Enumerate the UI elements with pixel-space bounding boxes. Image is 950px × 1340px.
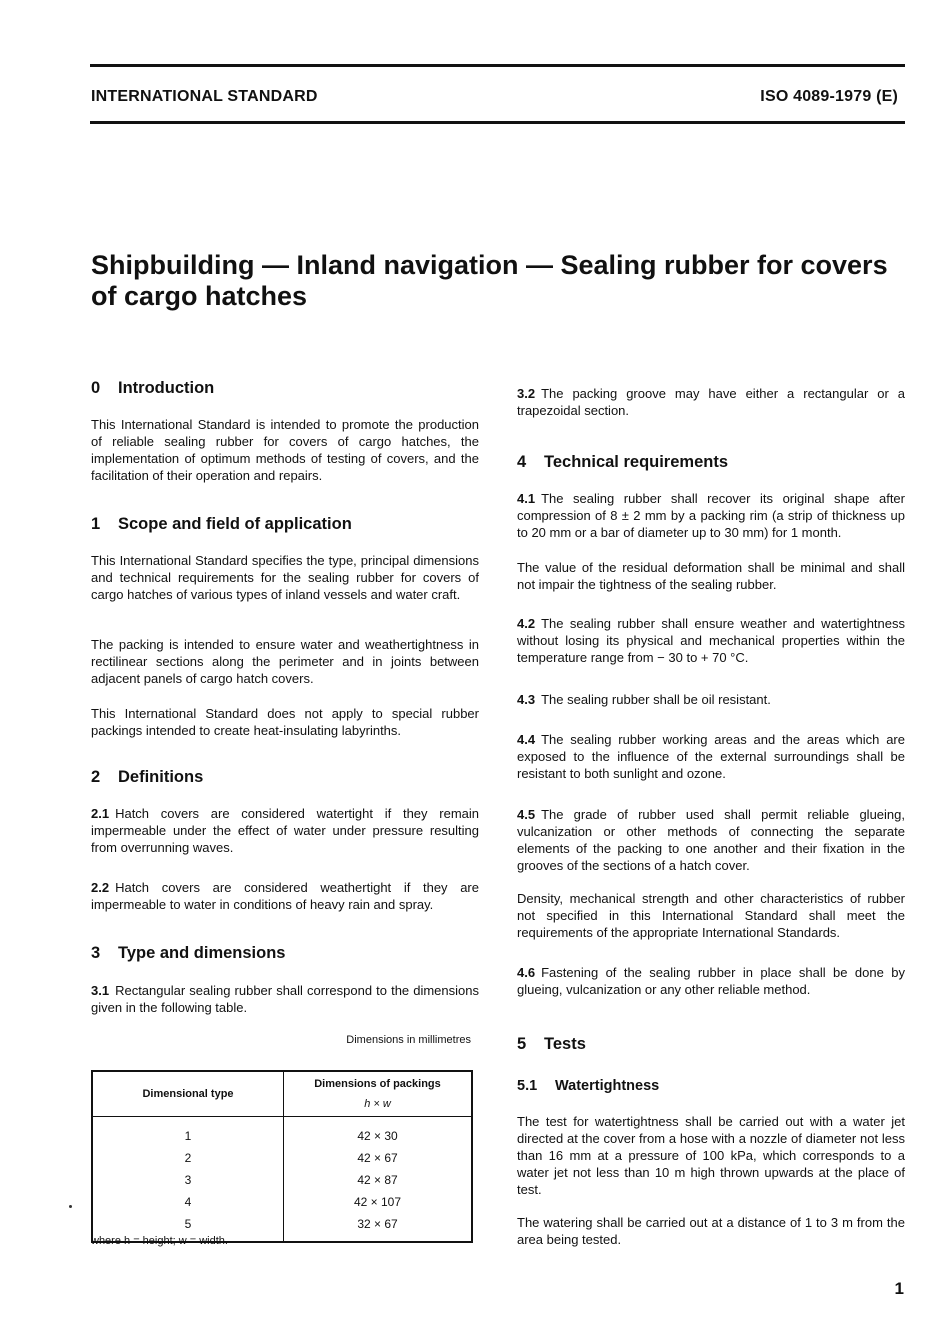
table-footnote: where h = height; w = width. [91, 1235, 228, 1247]
clause-2-1 [91, 805, 479, 856]
clause-number: 3.1 [91, 983, 110, 998]
clause-4-4 [517, 731, 905, 782]
clause-text: The sealing rubber shall ensure weather and watertightness without losing its physical and mechanical properties within the temperature range from − 30 to + 70 °C. [517, 616, 905, 665]
section-number: 1 [91, 515, 101, 533]
clause-number: 4.5 [517, 807, 536, 822]
clause-text: The sealing rubber shall be oil resistant. [541, 692, 771, 707]
clause-5-1-heading [517, 1078, 659, 1095]
dimensional-type-cell: 1 [92, 1117, 284, 1148]
scope-paragraph-3: This International Standard does not apply to special rubber packings intended to create heat-insulating labyrinths. [91, 706, 479, 738]
clause-number: 4.1 [517, 491, 536, 506]
dimensions-cell: 42 × 67 [357, 1150, 398, 1165]
section-3-heading [91, 945, 285, 962]
table-row [92, 1191, 472, 1213]
clause-4-3 [517, 691, 905, 708]
page-number: 1 [894, 1279, 904, 1298]
clause-text: Hatch covers are considered weathertight if they are impermeable to water in conditions of heavy rain and spray. [91, 880, 479, 912]
table-row [92, 1169, 472, 1191]
header-bottom-rule [90, 121, 905, 124]
section-number: 0 [91, 379, 101, 397]
clause-4-1 [517, 490, 905, 541]
clause-text: The grade of rubber used shall permit reliable glueing, vulcanization or other methods of connecting the separate elements of the packing to one another and their fixation in the grooves of the sections of a hatch cover. [517, 807, 905, 873]
section-number: 4 [517, 453, 527, 471]
intro-paragraph: This International Standard is intended to promote the production of reliable sealing rubber for covers of cargo hatches, the implementation of optimum methods of testing of covers, and the facilitation of their operation and repairs. [91, 417, 479, 483]
clause-number: 4.3 [517, 692, 536, 707]
section-title: Type and dimensions [118, 944, 286, 962]
scan-speck [69, 1205, 72, 1208]
table-units-caption: Dimensions in millimetres [346, 1034, 471, 1046]
clause-title: Watertightness [555, 1078, 660, 1094]
clause-4-2 [517, 615, 905, 666]
section-number: 2 [91, 768, 101, 786]
section-number: 3 [91, 944, 101, 962]
scope-paragraph-1: This International Standard specifies the type, principal dimensions and technical requirements for the sealing rubber for covers of cargo hatches of various types of inland vessels and water craft. [91, 553, 479, 602]
column-header-line-2: h × w [364, 1097, 391, 1110]
clause-number: 2.2 [91, 880, 110, 895]
dimensional-type-cell: 3 [92, 1169, 284, 1191]
dimensions-cell: 42 × 107 [353, 1194, 402, 1209]
section-title: Introduction [118, 379, 215, 397]
section-5-heading [517, 1036, 586, 1053]
dimensional-type-cell: 4 [92, 1191, 284, 1213]
clause-text: Hatch covers are considered watertight if they remain impermeable under the effect of water under pressure resulting from overrunning waves. [91, 806, 479, 855]
clause-4-5 [517, 806, 905, 874]
section-title: Technical requirements [544, 453, 729, 471]
section-0-heading [91, 380, 214, 397]
section-number: 5 [517, 1035, 527, 1053]
dimensions-table [91, 1070, 473, 1243]
clause-text: The sealing rubber working areas and the areas which are exposed to the influence of the external surroundings shall be resistant to both sunlight and ozone. [517, 732, 905, 781]
dimensional-type-cell: 2 [92, 1147, 284, 1169]
clause-text: Rectangular sealing rubber shall correspond to the dimensions given in the following table. [91, 983, 479, 1015]
clause-number: 4.4 [517, 732, 536, 747]
watertightness-paragraph-2: The watering shall be carried out at a distance of 1 to 3 m from the area being tested. [517, 1215, 905, 1247]
dimensions-cell: 32 × 67 [357, 1216, 398, 1231]
document-title: Shipbuilding — Inland navigation — Sealing rubber for covers of cargo hatches [91, 250, 888, 311]
clause-number: 5.1 [517, 1078, 538, 1094]
table-row [92, 1117, 472, 1148]
section-4-heading [517, 454, 728, 471]
clause-number: 4.6 [517, 965, 536, 980]
clause-4-6 [517, 964, 905, 998]
clause-2-2 [91, 879, 479, 913]
header-standard-number: ISO 4089-1979 (E) [760, 88, 898, 105]
section-2-heading [91, 769, 203, 786]
dimensions-cell: 42 × 87 [357, 1172, 398, 1187]
clause-number: 3.2 [517, 386, 536, 401]
clause-number: 2.1 [91, 806, 110, 821]
clause-4-1-paragraph-2: The value of the residual deformation shall be minimal and shall not impair the tightness of the sealing rubber. [517, 560, 905, 592]
section-title: Scope and field of application [118, 515, 352, 533]
section-1-heading [91, 516, 352, 533]
clause-text: Fastening of the sealing rubber in place shall be done by glueing, vulcanization or any other reliable method. [517, 965, 905, 997]
clause-number: 4.2 [517, 616, 536, 631]
column-header-dimensional-type: Dimensional type [92, 1071, 284, 1117]
clause-text: The packing groove may have either a rectangular or a trapezoidal section. [517, 386, 905, 418]
dimensions-cell: 42 × 30 [357, 1128, 398, 1143]
clause-text: The sealing rubber shall recover its original shape after compression of 8 ± 2 mm by a packing rim (a strip of thickness up to 20 mm or a bar of diameter up to 30 mm) for 1 month. [517, 491, 905, 540]
clause-3-2 [517, 385, 905, 419]
column-header-dimensions [284, 1071, 473, 1117]
clause-4-5-paragraph-2: Density, mechanical strength and other characteristics of rubber not specified in this International Standard shall meet the requirements of the appropriate International Standards. [517, 891, 905, 940]
table-row [92, 1147, 472, 1169]
section-title: Tests [544, 1035, 586, 1053]
watertightness-paragraph-1: The test for watertightness shall be carried out with a water jet directed at the cover from a hose with a nozzle of diameter not less than 16 mm at a pressure of 100 kPa, which corresponds to a water jet not less than 10 m high thrown upwards at the place of test. [517, 1114, 905, 1197]
table-header-row [92, 1071, 472, 1117]
scope-paragraph-2: The packing is intended to ensure water and weathertightness in rectilinear sections along the perimeter and in joints between adjacent panels of cargo hatch covers. [91, 637, 479, 686]
header-document-type: INTERNATIONAL STANDARD [91, 88, 318, 105]
header-top-rule [90, 64, 905, 67]
column-header-line-1: Dimensions of packings [314, 1077, 441, 1090]
section-title: Definitions [118, 768, 204, 786]
dimensional-type-cell: 5 [92, 1213, 284, 1242]
clause-3-1 [91, 982, 479, 1016]
